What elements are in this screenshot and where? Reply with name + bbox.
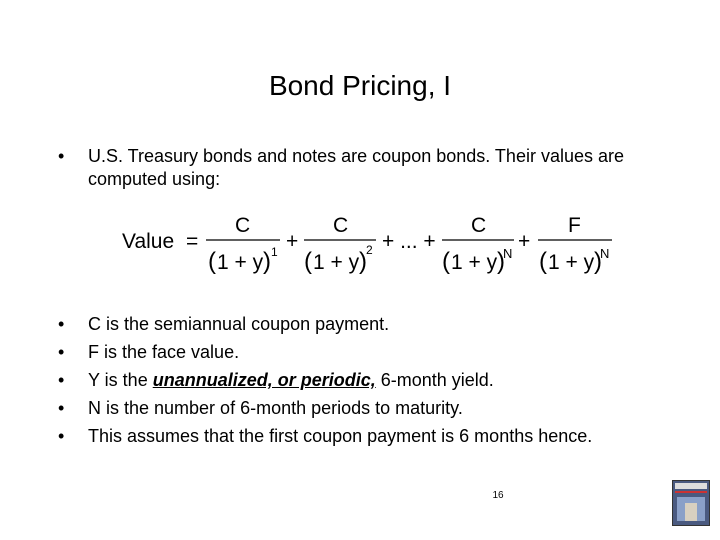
bond-value-formula <box>118 206 628 286</box>
term2-close-paren: ) <box>359 248 367 275</box>
term2-denominator: 1 + y <box>313 251 360 274</box>
term2-exponent: 2 <box>366 243 373 257</box>
termN-numerator: C <box>471 214 487 237</box>
termN-denominator: 1 + y <box>451 251 498 274</box>
bullet-marker: • <box>58 426 65 446</box>
term2-numerator: C <box>333 214 349 237</box>
bullet-face-value: F is the face value. <box>88 342 240 362</box>
termN-open-paren: ( <box>442 248 450 275</box>
bullet-periods: N is the number of 6-month periods to maturity. <box>88 398 463 418</box>
term1-open-paren: ( <box>208 248 216 275</box>
yield-post: 6-month yield. <box>375 370 494 390</box>
bullet-marker: • <box>58 342 65 362</box>
face-denominator: 1 + y <box>548 251 595 274</box>
slide-title: Bond Pricing, I <box>268 70 452 101</box>
ellipsis: + ... + <box>382 230 436 253</box>
intro-bullet-text: U.S. Treasury bonds and notes are coupon bonds. Their values are computed using: <box>88 146 624 189</box>
term1-exponent: 1 <box>271 245 278 259</box>
term2-open-paren: ( <box>304 248 312 275</box>
formula-lhs: Value <box>122 230 175 253</box>
term1-numerator: C <box>235 214 251 237</box>
plus-sign: + <box>518 230 531 253</box>
face-close-paren: ) <box>594 248 602 275</box>
yield-pre: Y is the <box>88 370 153 390</box>
plus-sign: + <box>286 230 299 253</box>
page-number: 16 <box>492 490 504 501</box>
face-open-paren: ( <box>539 248 547 275</box>
face-numerator: F <box>568 214 581 237</box>
bullet-coupon: C is the semiannual coupon payment. <box>88 314 390 334</box>
termN-exponent: N <box>503 246 513 261</box>
term1-denominator: 1 + y <box>217 251 264 274</box>
bullet-marker: • <box>58 314 65 334</box>
formula-equals: = <box>186 230 199 253</box>
termN-close-paren: ) <box>497 248 505 275</box>
bullet-yield <box>88 369 678 392</box>
bullet-marker: • <box>58 146 65 166</box>
bullet-marker: • <box>58 370 65 390</box>
face-exponent: N <box>600 246 610 261</box>
term1-close-paren: ) <box>263 248 271 275</box>
bullet-marker: • <box>58 398 65 418</box>
bullet-assumption: This assumes that the first coupon payment is 6 months hence. <box>88 426 593 446</box>
book-cover-logo <box>672 480 710 526</box>
yield-emphasis: unannualized, or periodic, <box>152 370 376 390</box>
